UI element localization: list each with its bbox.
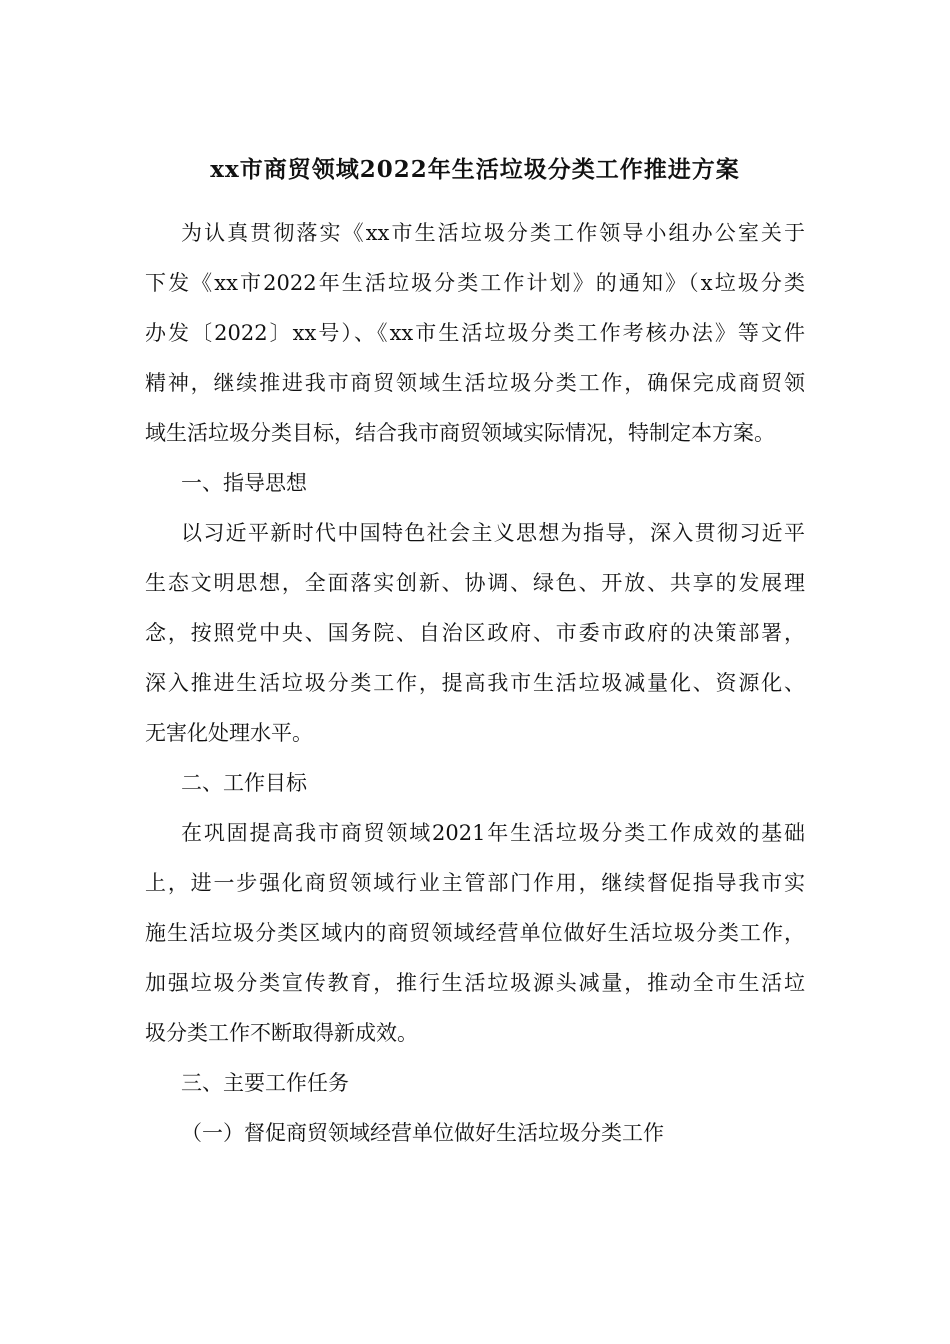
section-heading: 二、工作目标 [181, 771, 307, 795]
section-heading: 三、主要工作任务 [181, 1071, 349, 1095]
paragraph-line: 办发〔2022〕xx号）、《xx市生活垃圾分类工作考核办法》等文件 [145, 321, 805, 345]
paragraph-line: 深入推进生活垃圾分类工作，提高我市生活垃圾减量化、资源化、 [145, 671, 805, 695]
paragraph-line: 加强垃圾分类宣传教育，推行生活垃圾源头减量，推动全市生活垃 [145, 971, 805, 995]
paragraph-line: 在巩固提高我市商贸领域2021年生活垃圾分类工作成效的基础 [181, 821, 805, 845]
paragraph-line: 下发《xx市2022年生活垃圾分类工作计划》的通知》（x垃圾分类 [145, 271, 805, 295]
paragraph-line: 念，按照党中央、国务院、自治区政府、市委市政府的决策部署， [145, 621, 805, 645]
paragraph-line: 以习近平新时代中国特色社会主义思想为指导，深入贯彻习近平 [181, 521, 805, 545]
section-heading: （一）督促商贸领域经营单位做好生活垃圾分类工作 [181, 1121, 664, 1145]
paragraph-line: 生态文明思想，全面落实创新、协调、绿色、开放、共享的发展理 [145, 571, 805, 595]
paragraph-line: 圾分类工作不断取得新成效。 [145, 1021, 418, 1045]
paragraph-line: 上，进一步强化商贸领域行业主管部门作用，继续督促指导我市实 [145, 871, 805, 895]
paragraph-line: 施生活垃圾分类区域内的商贸领域经营单位做好生活垃圾分类工作， [145, 921, 805, 945]
paragraph-line: 无害化处理水平。 [145, 721, 313, 745]
paragraph-line: 为认真贯彻落实《xx市生活垃圾分类工作领导小组办公室关于 [181, 221, 805, 245]
paragraph-line: 域生活垃圾分类目标，结合我市商贸领域实际情况，特制定本方案。 [145, 421, 775, 445]
document-title: xx市商贸领域2022年生活垃圾分类工作推进方案 [210, 156, 740, 183]
paragraph-line: 精神，继续推进我市商贸领域生活垃圾分类工作，确保完成商贸领 [145, 371, 805, 395]
section-heading: 一、指导思想 [181, 471, 307, 495]
